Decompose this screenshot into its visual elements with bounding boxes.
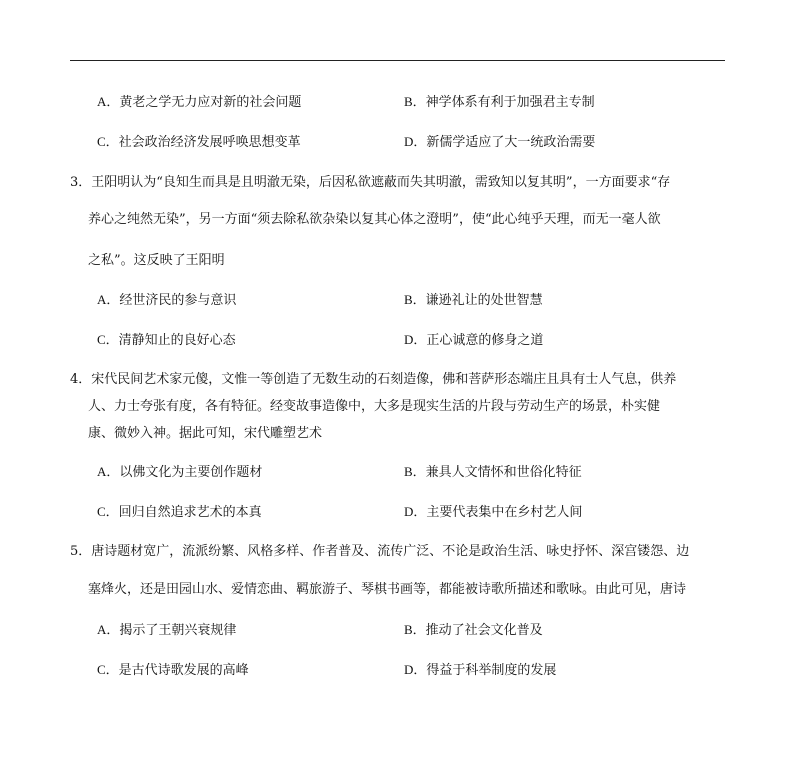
q5-option-b: B．推动了社会文化普及 bbox=[404, 622, 543, 638]
q4-option-d: D．主要代表集中在乡村艺人间 bbox=[404, 504, 583, 520]
q2-option-c: C．社会政治经济发展呼唤思想变革 bbox=[97, 134, 301, 150]
q5-stem-line-2: 塞烽火，还是田园山水、爱情恋曲、羁旅游子、琴棋书画等，都能被诗歌所描述和歌咏。由此可见，唐诗 bbox=[88, 582, 687, 597]
q3-option-d: D．正心诚意的修身之道 bbox=[404, 332, 544, 348]
q5-stem-line-1: 5．唐诗题材宽广，流派纷繁、风格多样、作者普及、流传广泛、不论是政治生活、咏史抒怀、深宫镂怨、边 bbox=[70, 544, 690, 559]
q5-option-a: A．揭示了王朝兴衰规律 bbox=[97, 622, 237, 638]
q3-stem-line-2: 养心之纯然无染”，另一方面“须去除私欲杂染以复其心体之澄明”，使“此心纯乎天理，而无一毫人欲 bbox=[88, 212, 661, 227]
q2-option-d: D．新儒学适应了大一统政治需要 bbox=[404, 134, 596, 150]
q4-stem-line-2: 人、力士夸张有度，各有特征。经变故事造像中，大多是现实生活的片段与劳动生产的场景，朴实健 bbox=[88, 399, 661, 414]
q3-option-c: C．清静知止的良好心态 bbox=[97, 332, 236, 348]
q3-option-b: B．谦逊礼让的处世智慧 bbox=[404, 292, 543, 308]
q2-option-b: B．神学体系有利于加强君主专制 bbox=[404, 94, 595, 110]
header-rule bbox=[70, 60, 725, 61]
q3-option-a: A．经世济民的参与意识 bbox=[97, 292, 237, 308]
q3-stem-line-3: 之私”。这反映了王阳明 bbox=[88, 253, 225, 268]
q4-stem-line-1: 4．宋代民间艺术家元傻，文惟一等创造了无数生动的石刻造像，佛和菩萨形态端庄且具有士人气息，供养 bbox=[70, 372, 677, 387]
q4-option-c: C．回归自然追求艺术的本真 bbox=[97, 504, 262, 520]
q3-stem-line-1: 3．王阳明认为“良知生而具是且明澈无染，后因私欲遮蔽而失其明澈，需致知以复其明”，一方面要求“存 bbox=[70, 175, 671, 190]
q5-option-c: C．是古代诗歌发展的高峰 bbox=[97, 662, 249, 678]
q4-option-b: B．兼具人文情怀和世俗化特征 bbox=[404, 464, 582, 480]
q4-stem-line-3: 康、微妙入神。据此可知，宋代雕塑艺术 bbox=[88, 426, 323, 441]
q4-option-a: A．以佛文化为主要创作题材 bbox=[97, 464, 263, 480]
q2-option-a: A．黄老之学无力应对新的社会问题 bbox=[97, 94, 302, 110]
q5-option-d: D．得益于科举制度的发展 bbox=[404, 662, 557, 678]
